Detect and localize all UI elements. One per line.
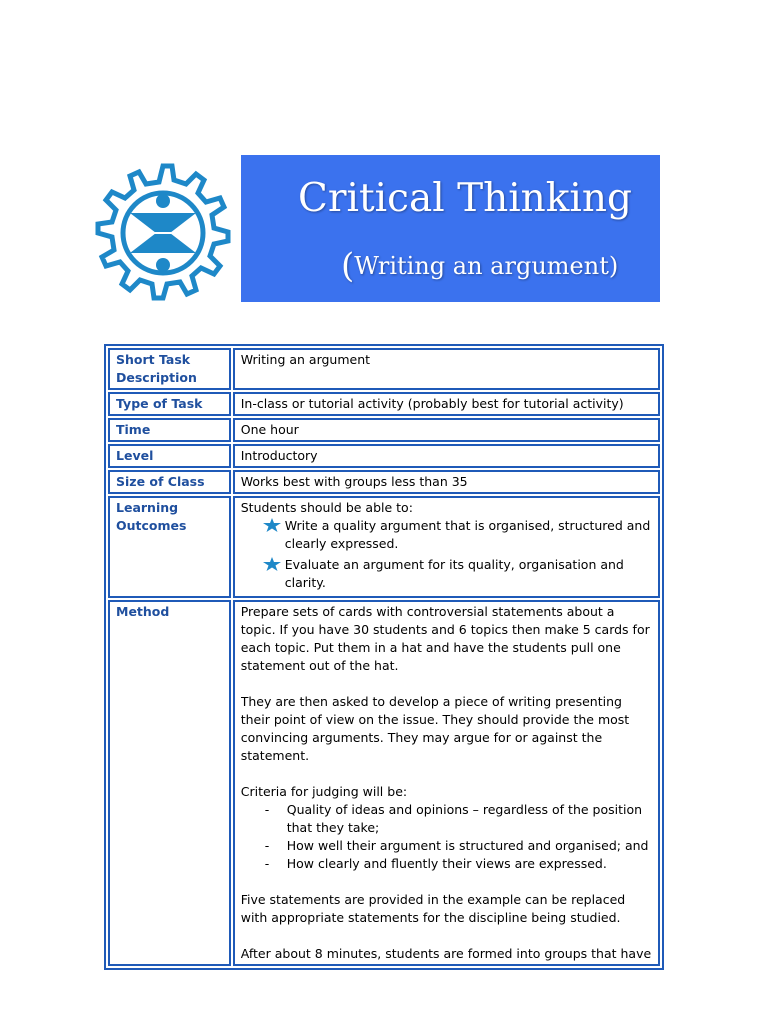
table-row-outcomes	[108, 496, 660, 598]
table-row	[108, 444, 660, 468]
row-value: Works best with groups less than 35	[233, 470, 660, 494]
outcomes-list	[241, 517, 653, 592]
method-paragraph: Five statements are provided in the example can be replaced with appropriate statements for the discipline being studied.	[240, 892, 626, 925]
dash-marker: -	[264, 856, 270, 871]
criteria-list	[241, 801, 653, 873]
page-subtitle	[341, 246, 619, 286]
dash-marker: -	[264, 838, 270, 853]
method-paragraph: They are then asked to develop a piece of writing presenting their point of view on the issue. They should provide the most convincing arguments. They may argue for or against the statement.	[240, 694, 630, 763]
row-label: Size of Class	[108, 470, 231, 494]
gear-logo-icon	[88, 158, 238, 308]
criteria-intro: Criteria for judging will be:	[240, 784, 408, 799]
row-label: Learning Outcomes	[108, 496, 231, 598]
row-label: Time	[108, 418, 231, 442]
subtitle-paren: (	[341, 246, 355, 286]
list-item	[263, 855, 653, 873]
method-cell	[233, 600, 660, 966]
table-row-method	[108, 600, 660, 966]
task-table	[104, 344, 664, 970]
table-row	[108, 392, 660, 416]
criteria-text: How well their argument is structured and organised; and	[286, 838, 649, 853]
outcome-text: Write a quality argument that is organised, structured and clearly expressed.	[284, 518, 651, 551]
page-title: Critical Thinking	[298, 176, 632, 221]
outcomes-intro: Students should be able to:	[240, 500, 413, 515]
title-banner	[241, 155, 660, 302]
criteria-text: Quality of ideas and opinions – regardless of the position that they take;	[286, 802, 643, 835]
row-label: Level	[108, 444, 231, 468]
list-item	[263, 837, 653, 855]
row-label: Type of Task	[108, 392, 231, 416]
star-bullet-icon	[263, 557, 281, 571]
dash-marker: -	[264, 802, 270, 817]
list-item	[263, 517, 653, 553]
row-value: One hour	[233, 418, 660, 442]
outcomes-cell	[233, 496, 660, 598]
list-item	[263, 801, 653, 837]
row-label: Short Task Description	[108, 348, 231, 390]
table-row	[108, 470, 660, 494]
row-value: Introductory	[233, 444, 660, 468]
row-label: Method	[108, 600, 231, 966]
star-bullet-icon	[263, 518, 281, 532]
list-item	[263, 556, 653, 592]
method-paragraph: After about 8 minutes, students are formed into groups that have	[240, 946, 652, 961]
table-row	[108, 418, 660, 442]
row-value: Writing an argument	[233, 348, 660, 390]
table-row	[108, 348, 660, 390]
outcome-text: Evaluate an argument for its quality, organisation and clarity.	[284, 557, 624, 590]
subtitle-text: Writing an argument)	[354, 252, 619, 280]
criteria-text: How clearly and fluently their views are expressed.	[286, 856, 607, 871]
method-paragraph: Prepare sets of cards with controversial statements about a topic. If you have 30 students and 6 topics then make 5 cards for each topic. Put them in a hat and have the students pull one statement out of the hat.	[240, 604, 650, 673]
row-value: In-class or tutorial activity (probably best for tutorial activity)	[233, 392, 660, 416]
